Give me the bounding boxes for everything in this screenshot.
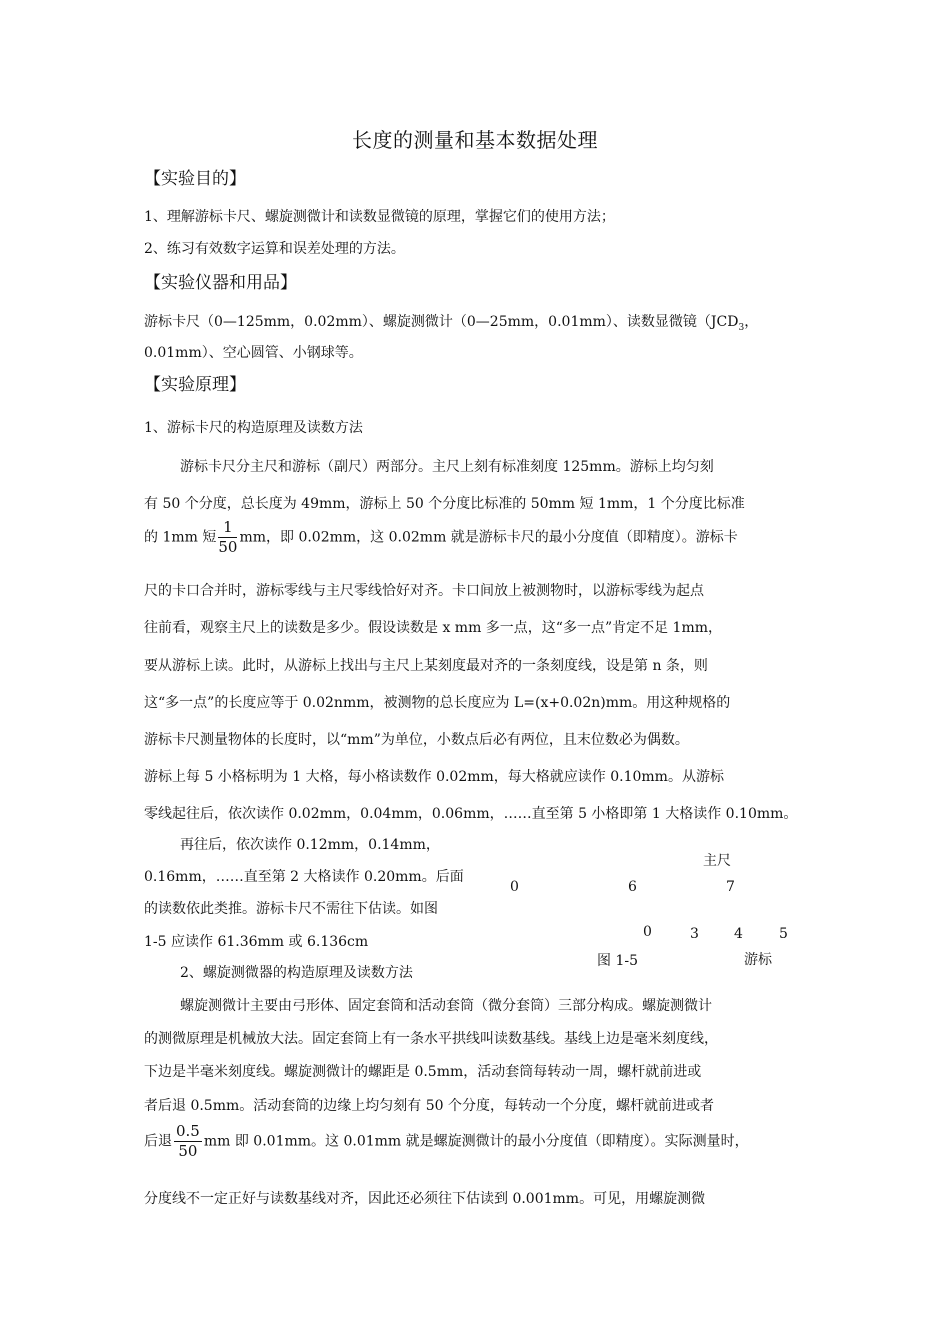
figure-main-scale-number: 7: [726, 879, 735, 895]
figure-main-scale-number: 0: [510, 879, 519, 895]
purpose-item-1: 1、理解游标卡尺、螺旋测微计和读数显微镜的原理，掌握它们的使用方法；: [144, 209, 615, 225]
caliper-para-line: 这“多一点”的长度应等于 0.02nmm，被测物的总长度应为 L=(x+0.02n)mm。用这种规格的: [144, 695, 731, 711]
figure-main-scale-label: 主尺: [703, 853, 731, 869]
figure-main-scale-number: 6: [628, 879, 637, 895]
caliper-para-line: 再往后，依次读作 0.12mm，0.14mm，: [180, 837, 440, 853]
caliper-heading: 1、游标卡尺的构造原理及读数方法: [144, 420, 363, 436]
caliper-para-line: 游标卡尺测量物体的长度时，以“mm”为单位，小数点后必有两位，且末位数必为偶数。: [144, 732, 689, 748]
figure-vernier-number: 0: [643, 924, 652, 940]
figure-vernier-number: 3: [690, 926, 699, 942]
micrometer-para-line: 的测微原理是机械放大法。固定套筒上有一条水平拱线叫读数基线。基线上边是毫米刻度线，: [144, 1031, 718, 1047]
fraction-0.5-50: $\frac{0.5}{50}$: [176, 1122, 200, 1160]
purpose-item-2: 2、练习有效数字运算和误差处理的方法。: [144, 241, 405, 257]
equipment-line-2: 0.01mm）、空心圆管、小钢球等。: [144, 345, 363, 361]
caliper-para-line: 0.16mm，……直至第 2 大格读作 0.20mm。后面: [144, 869, 464, 885]
figure-caption: 图 1-5: [597, 953, 638, 969]
caliper-para-line: 往前看，观察主尺上的读数是多少。假设读数是 x mm 多一点，这“多一点”肯定不足 1mm，: [144, 620, 723, 636]
caliper-para-line: 1-5 应读作 61.36mm 或 6.136cm: [144, 934, 369, 950]
caliper-para-line: 游标上每 5 小格标明为 1 大格，每小格读数作 0.02mm，每大格就应读作 0.10mm。从游标: [144, 769, 724, 785]
fraction-1-50: $\frac{1}{50}$: [218, 518, 238, 556]
caliper-para-line: 有 50 个分度，总长度为 49mm，游标上 50 个分度比标准的 50mm 短 1mm，1 个分度比标准: [144, 496, 745, 512]
micrometer-para-line: 下边是半毫米刻度线。螺旋测微计的螺距是 0.5mm，活动套筒每转动一周，螺杆就前进或: [144, 1064, 702, 1080]
caliper-para-line: 游标卡尺分主尺和游标（副尺）两部分。主尺上刻有标准刻度 125mm。游标上均匀刻: [180, 459, 714, 475]
micrometer-heading: 2、螺旋测微器的构造原理及读数方法: [180, 965, 413, 981]
caliper-para-line-fraction: 的 1mm 短 $\frac{1}{50}$ mm，即 0.02mm，这 0.02mm 就是游标卡尺的最小分度值（即精度）。游标卡: [144, 518, 738, 556]
micrometer-para-line-fraction: 后退 $\frac{0.5}{50}$ mm 即 0.01mm。这 0.01mm 就是螺旋测微计的最小分度值（即精度）。实际测量时，: [144, 1122, 749, 1160]
figure-vernier-number: 5: [779, 926, 788, 942]
section-heading-principle: 【实验原理】: [144, 375, 246, 395]
section-heading-equipment: 【实验仪器和用品】: [144, 273, 297, 293]
section-heading-purpose: 【实验目的】: [144, 169, 246, 189]
figure-vernier-number: 4: [734, 926, 743, 942]
figure-vernier-label: 游标: [744, 952, 772, 968]
page-title: 长度的测量和基本数据处理: [352, 128, 598, 152]
caliper-para-line: 要从游标上读。此时，从游标上找出与主尺上某刻度最对齐的一条刻度线，设是第 n 条，则: [144, 658, 708, 674]
micrometer-para-line: 分度线不一定正好与读数基线对齐，因此还必须往下估读到 0.001mm。可见，用螺旋测微: [144, 1191, 706, 1207]
equipment-line-1: 游标卡尺（0—125mm，0.02mm）、螺旋测微计（0—25mm，0.01mm）、读数显微镜（$JCD_3$，: [144, 314, 759, 333]
micrometer-para-line: 者后退 0.5mm。活动套筒的边缘上均匀刻有 50 个分度，每转动一个分度，螺杆就前进或者: [144, 1098, 714, 1114]
caliper-para-line: 零线起往后，依次读作 0.02mm，0.04mm，0.06mm，……直至第 5 小格即第 1 大格读作 0.10mm。: [144, 806, 798, 822]
caliper-para-line: 的读数依此类推。游标卡尺不需往下估读。如图: [144, 901, 438, 917]
caliper-para-line: 尺的卡口合并时，游标零线与主尺零线恰好对齐。卡口间放上被测物时，以游标零线为起点: [144, 583, 704, 599]
micrometer-para-line: 螺旋测微计主要由弓形体、固定套筒和活动套筒（微分套筒）三部分构成。螺旋测微计: [180, 998, 712, 1014]
